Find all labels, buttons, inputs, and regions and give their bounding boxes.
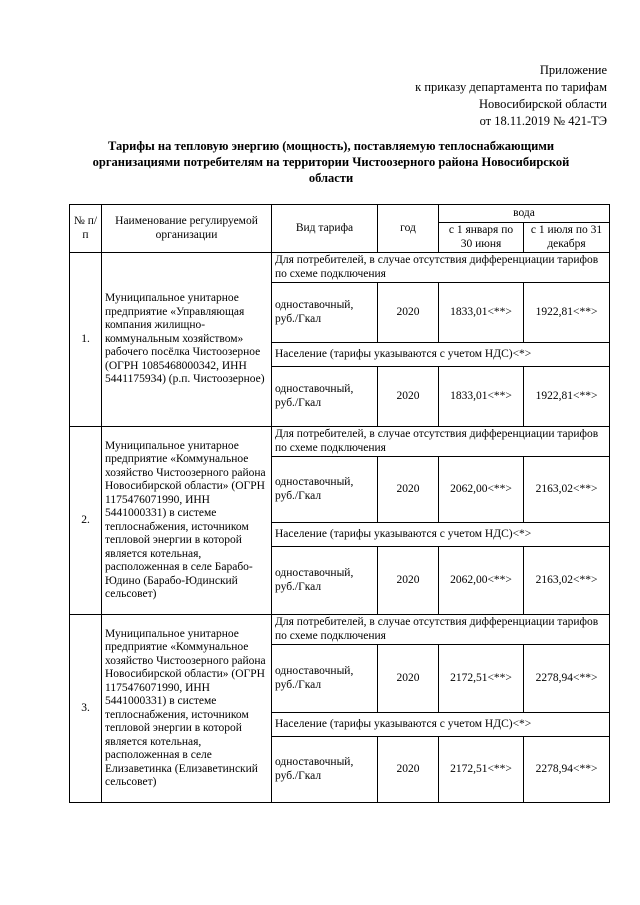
tariff-value-h2: 2278,94<**>: [524, 737, 610, 803]
tariff-year: 2020: [378, 547, 439, 615]
header-org: Наименование регулируемой организации: [102, 205, 272, 253]
tariff-value-h2: 2163,02<**>: [524, 547, 610, 615]
tariff-value-h1: 2172,51<**>: [439, 737, 524, 803]
tariff-value-h1: 2062,00<**>: [439, 547, 524, 615]
consumer-category: Для потребителей, в случае отсутствия дифференциации тарифов по схеме подключения: [272, 615, 610, 645]
tariff-type: одноставочный, руб./Гкал: [272, 737, 378, 803]
header-period-1: с 1 января по 30 июня: [439, 223, 524, 253]
tariff-type: одноставочный, руб./Гкал: [272, 457, 378, 523]
row-number: 1.: [70, 253, 102, 427]
appendix-block: [415, 62, 607, 130]
tariff-year: 2020: [378, 457, 439, 523]
tariff-type: одноставочный, руб./Гкал: [272, 547, 378, 615]
tariff-type: одноставочный, руб./Гкал: [272, 283, 378, 343]
header-year: год: [378, 205, 439, 253]
consumer-category: Для потребителей, в случае отсутствия дифференциации тарифов по схеме подключения: [272, 253, 610, 283]
consumer-category: Население (тарифы указываются с учетом НДС)<*>: [272, 713, 610, 737]
appendix-line: к приказу департамента по тарифам: [415, 80, 607, 94]
header-water: вода: [439, 205, 610, 223]
tariff-year: 2020: [378, 737, 439, 803]
tariff-type: одноставочный, руб./Гкал: [272, 645, 378, 713]
document-title: Тарифы на тепловую энергию (мощность), поставляемую теплоснабжающими организациями потребителям на территории Чистоозерного района Новосибирской области: [92, 139, 570, 185]
tariff-year: 2020: [378, 367, 439, 427]
tariff-value-h2: 2163,02<**>: [524, 457, 610, 523]
tariff-year: 2020: [378, 283, 439, 343]
row-number: 2.: [70, 427, 102, 615]
appendix-line: от 18.11.2019 № 421-ТЭ: [479, 114, 607, 128]
organization-name: Муниципальное унитарное предприятие «Коммунальное хозяйство Чистоозерного района Новосибирской области» (ОГРН 1175476071990, ИНН 5441000331) в системе теплоснабжения, источником тепловой энергии в которой является котельная, расположенная в селе Елизаветинка (Елизаветинский сельсовет): [102, 615, 272, 803]
tariff-value-h2: 1922,81<**>: [524, 367, 610, 427]
header-num: № п/п: [70, 205, 102, 253]
tariff-value-h2: 1922,81<**>: [524, 283, 610, 343]
organization-name: Муниципальное унитарное предприятие «Управляющая компания жилищно-коммунальным хозяйством» рабочего посёлка Чистоозерное (ОГРН 1085468000342, ИНН 5441175934) (р.п. Чистоозерное): [102, 253, 272, 427]
consumer-category: Для потребителей, в случае отсутствия дифференциации тарифов по схеме подключения: [272, 427, 610, 457]
consumer-category: Население (тарифы указываются с учетом НДС)<*>: [272, 523, 610, 547]
row-number: 3.: [70, 615, 102, 803]
tariff-year: 2020: [378, 645, 439, 713]
tariff-value-h2: 2278,94<**>: [524, 645, 610, 713]
tariff-type: одноставочный, руб./Гкал: [272, 367, 378, 427]
appendix-line: Новосибирской области: [478, 97, 607, 111]
appendix-line: Приложение: [539, 63, 607, 77]
tariff-value-h1: 2062,00<**>: [439, 457, 524, 523]
tariff-value-h1: 2172,51<**>: [439, 645, 524, 713]
tariff-table: [69, 204, 610, 803]
tariff-value-h1: 1833,01<**>: [439, 283, 524, 343]
tariff-value-h1: 1833,01<**>: [439, 367, 524, 427]
organization-name: Муниципальное унитарное предприятие «Коммунальное хозяйство Чистоозерного района Новосибирской области» (ОГРН 1175476071990, ИНН 5441000331) в системе теплоснабжения, источником тепловой энергии в которой является котельная, расположенная в селе Барабо-Юдино (Барабо-Юдинский сельсовет): [102, 427, 272, 615]
header-period-2: с 1 июля по 31 декабря: [524, 223, 610, 253]
consumer-category: Население (тарифы указываются с учетом НДС)<*>: [272, 343, 610, 367]
header-tariff-type: Вид тарифа: [272, 205, 378, 253]
